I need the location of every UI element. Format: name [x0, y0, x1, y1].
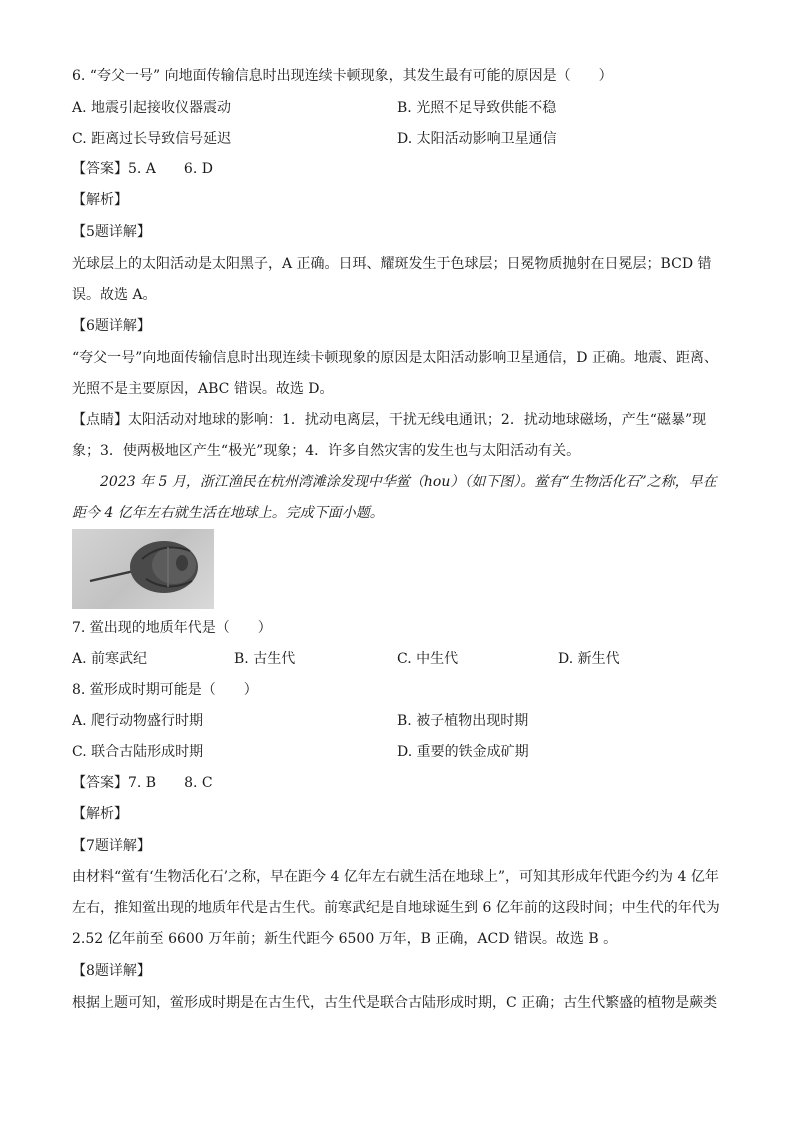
answer-7-8: 【答案】7. B 8. C: [72, 775, 213, 791]
q7-option-b: B. 古生代: [234, 651, 296, 667]
q6-option-a: A. 地震引起接收仪器震动: [72, 100, 232, 116]
q7-option-a: A. 前寒武纪: [72, 651, 148, 667]
analysis-heading-2: 【解析】: [72, 806, 128, 822]
q5-detail-line-1: 光球层上的太阳活动是太阳黑子，A 正确。日珥、耀斑发生于色球层；日冕物质抛射在日冕层；BCD 错: [72, 256, 712, 272]
tip-line-2: 象；3．使两极地区产生“极光”现象；4．许多自然灾害的发生也与太阳活动有关。: [72, 443, 581, 459]
tip-line-1: 【点睛】太阳活动对地球的影响：1．扰动电离层，干扰无线电通讯；2．扰动地球磁场，产生“磁暴”现: [72, 412, 707, 428]
q8-option-d: D. 重要的铁金成矿期: [397, 744, 529, 760]
q8-detail-heading: 【8题详解】: [72, 963, 151, 979]
analysis-heading-1: 【解析】: [72, 192, 128, 208]
q8-stem: 8. 鲎形成时期可能是（ ）: [72, 682, 258, 698]
q8-detail-line-1: 根据上题可知，鲎形成时期是在古生代，古生代是联合古陆形成时期，C 正确；古生代繁盛的植物是蕨类: [72, 995, 718, 1011]
material-line-1: 2023 年 5 月，浙江渔民在杭州湾滩涂发现中华鲎（hou）（如下图）。鲎有“生物活化石”之称，早在: [100, 474, 717, 490]
q6-stem: 6. “夸父一号” 向地面传输信息时出现连续卡顿现象，其发生最有可能的原因是（ ）: [72, 68, 613, 84]
q7-detail-line-2: 左右，推知鲎出现的地质年代是古生代。前寒武纪是自地球诞生到 6 亿年前的这段时间；中生代的年代为: [72, 900, 720, 916]
q8-option-a: A. 爬行动物盛行时期: [72, 713, 204, 729]
material-line-2: 距今 4 亿年左右就生活在地球上。完成下面小题。: [72, 505, 384, 521]
q7-detail-heading: 【7题详解】: [72, 838, 151, 854]
q6-option-b: B. 光照不足导致供能不稳: [397, 100, 557, 116]
q7-option-c: C. 中生代: [397, 651, 459, 667]
q5-detail-line-2: 误。故选 A。: [72, 287, 157, 303]
q6-detail-line-1: “夸父一号”向地面传输信息时出现连续卡顿现象的原因是太阳活动影响卫星通信，D 正确。地震、距离、: [72, 350, 718, 366]
q6-option-d: D. 太阳活动影响卫星通信: [397, 131, 557, 147]
q7-stem: 7. 鲎出现的地质年代是（ ）: [72, 620, 272, 636]
q6-detail-heading: 【6题详解】: [72, 318, 151, 334]
horseshoe-crab-photo: [72, 529, 214, 609]
q7-detail-line-1: 由材料“鲎有‘生物活化石’之称，早在距今 4 亿年左右就生活在地球上”，可知其形成年代距今约为 4 亿年: [72, 869, 719, 885]
q6-option-c: C. 距离过长导致信号延迟: [72, 131, 232, 147]
q7-detail-line-3: 2.52 亿年前至 6600 万年前；新生代距今 6500 万年，B 正确，ACD 错误。故选 B 。: [72, 931, 618, 947]
horseshoe-crab-icon: [72, 529, 214, 609]
q8-option-c: C. 联合古陆形成时期: [72, 744, 204, 760]
q8-option-b: B. 被子植物出现时期: [397, 713, 529, 729]
q5-detail-heading: 【5题详解】: [72, 224, 151, 240]
q6-detail-line-2: 光照不是主要原因，ABC 错误。故选 D。: [72, 381, 334, 397]
q7-option-d: D. 新生代: [558, 651, 620, 667]
answer-5-6: 【答案】5. A 6. D: [72, 161, 213, 177]
